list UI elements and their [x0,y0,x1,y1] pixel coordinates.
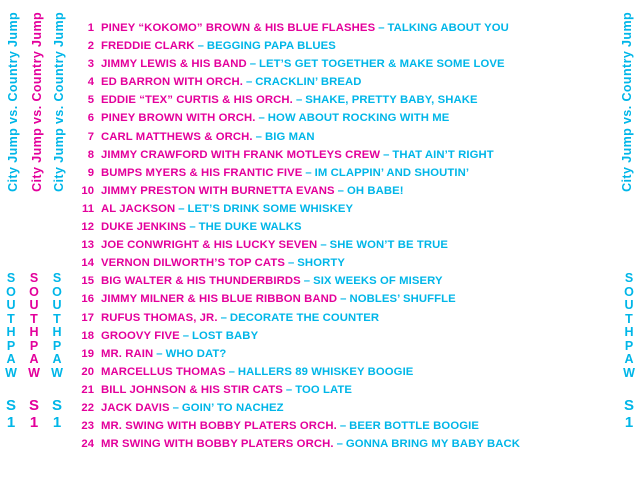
spine-title-left-1: City Jump vs. Country Jump [6,12,20,192]
track-artist: MARCELLUS THOMAS [101,365,226,378]
track-title: IM CLAPPIN’ AND SHOUTIN’ [314,166,470,179]
track-artist: JIMMY MILNER & HIS BLUE RIBBON BAND [101,293,338,306]
track-row [72,58,592,76]
side-word-right: S O U T H P A W [623,271,635,380]
track-title: CRACKLIN’ BREAD [255,76,362,89]
track-number: 24 [81,438,94,451]
side-word-left-3: S O U T H P A W [51,271,63,380]
track-separator: – [303,275,311,288]
track-separator: – [189,221,196,234]
track-separator: – [336,438,343,451]
track-number: 21 [81,383,94,396]
track-number: 23 [81,420,94,433]
track-number: 13 [81,239,94,252]
track-number: 20 [81,365,94,378]
track-row [72,384,592,402]
track-row [72,167,592,185]
track-number: 7 [87,130,94,143]
track-separator: – [383,148,390,161]
track-row [72,76,592,94]
track-list [72,22,592,456]
track-title: DECORATE THE COUNTER [229,311,380,324]
track-number: 3 [87,58,94,71]
track-title: SHAKE, PRETTY BABY, SHAKE [305,94,478,107]
track-number: 11 [82,202,94,215]
track-artist: FREDDIE CLARK [101,40,195,53]
track-row [72,131,592,149]
track-artist: BIG WALTER & HIS THUNDERBIRDS [101,275,301,288]
track-separator: – [156,347,163,360]
track-title: WHO DAT? [165,347,227,360]
track-number: 4 [87,76,94,89]
track-row [72,293,592,311]
track-number: 15 [81,275,94,288]
track-row [72,366,592,384]
track-artist: AL JACKSON [101,202,176,215]
track-artist: JIMMY CRAWFORD WITH FRANK MOTLEYS CREW [101,148,381,161]
track-title: HOW ABOUT ROCKING WITH ME [267,112,450,125]
track-number: 9 [87,166,94,179]
track-separator: – [378,22,385,34]
track-number: 8 [87,148,94,161]
track-artist: DUKE JENKINS [101,221,187,234]
side-word-left-2: S O U T H P A W [28,271,40,380]
track-row [72,203,592,221]
track-separator: – [305,166,312,179]
track-title: SIX WEEKS OF MISERY [313,275,443,288]
track-title: THAT AIN’T RIGHT [392,148,494,161]
track-number: 10 [81,184,94,197]
track-row [72,22,592,40]
track-title: OH BABE! [346,184,404,197]
track-row [72,420,592,438]
track-artist: CARL MATTHEWS & ORCH. [101,130,253,143]
track-row [72,275,592,293]
track-number: 19 [81,347,94,360]
track-row [72,312,592,330]
track-separator: – [320,239,327,252]
track-row [72,330,592,348]
track-title: BEER BOTTLE BOOGIE [349,420,479,433]
track-separator: – [220,311,227,324]
track-title: BIG MAN [264,130,315,143]
track-separator: – [228,365,235,378]
track-number: 6 [87,112,94,125]
track-artist: JIMMY PRESTON WITH BURNETTA EVANS [101,184,335,197]
track-artist: JIMMY LEWIS & HIS BAND [101,58,247,71]
track-artist: JACK DAVIS [101,401,170,414]
track-separator: – [288,257,295,270]
spine-title-right: City Jump vs. Country Jump [620,12,634,192]
track-title: LOST BABY [192,329,259,342]
track-number: 1 [87,22,94,34]
track-artist: VERNON DILWORTH’S TOP CATS [101,257,285,270]
track-artist: ED BARRON WITH ORCH. [101,76,243,89]
track-separator: – [182,329,190,342]
side-label-left-2: S 1 [28,397,39,431]
track-title: GONNA BRING MY BABY BACK [345,438,521,451]
track-artist: JOE CONWRIGHT & HIS LUCKY SEVEN [101,239,318,252]
track-title: NOBLES’ SHUFFLE [349,293,456,306]
track-separator: – [249,58,257,71]
track-number: 12 [81,221,94,234]
track-row [72,112,592,130]
track-artist: EDDIE “TEX” CURTIS & HIS ORCH. [101,94,293,107]
track-title: SHE WON’T BE TRUE [329,239,449,252]
track-row [72,94,592,112]
track-separator: – [285,383,293,396]
track-number: 22 [81,401,94,414]
track-number: 5 [87,94,94,107]
track-title: LET’S GET TOGETHER & MAKE SOME LOVE [259,58,505,71]
track-title: SHORTY [297,257,345,270]
track-artist: MR SWING WITH BOBBY PLATERS ORCH. [101,438,334,451]
track-number: 14 [81,257,94,270]
track-artist: PINEY “KOKOMO” BROWN & HIS BLUE FLASHES [101,22,376,34]
track-artist: BILL JOHNSON & HIS STIR CATS [101,383,283,396]
track-number: 18 [81,329,94,342]
track-number: 17 [81,311,94,324]
track-row [72,40,592,58]
track-separator: – [255,130,262,143]
track-separator: – [337,184,344,197]
track-title: BEGGING PAPA BLUES [206,40,336,53]
track-row [72,221,592,239]
side-word-left-1: S O U T H P A W [5,271,17,380]
track-artist: GROOVY FIVE [101,329,180,342]
side-label-left-3: S 1 [51,397,62,431]
track-separator: – [197,40,204,53]
track-row [72,438,592,456]
track-artist: MR. RAIN [101,347,154,360]
track-title: LET’S DRINK SOME WHISKEY [187,202,354,215]
track-artist: BUMPS MYERS & HIS FRANTIC FIVE [101,166,303,179]
track-separator: – [340,293,347,306]
track-artist: RUFUS THOMAS, JR. [101,311,218,324]
track-separator: – [245,76,253,89]
spine-title-left-2: City Jump vs. Country Jump [30,12,44,192]
track-title: THE DUKE WALKS [198,221,302,234]
track-row [72,257,592,275]
spine-title-left-3: City Jump vs. Country Jump [52,12,66,192]
track-title: TOO LATE [295,383,353,396]
track-row [72,149,592,167]
track-separator: – [258,112,265,125]
track-number: 2 [87,40,94,53]
side-label-left-1: S 1 [5,397,16,431]
track-title: GOIN’ TO NACHEZ [181,401,284,414]
track-row [72,348,592,366]
track-number: 16 [81,293,94,306]
side-label-right: S 1 [623,397,634,431]
track-separator: – [295,94,303,107]
track-row [72,402,592,420]
track-title: HALLERS 89 WHISKEY BOOGIE [237,365,414,378]
track-title: TALKING ABOUT YOU [387,22,509,34]
track-separator: – [178,202,185,215]
track-artist: PINEY BROWN WITH ORCH. [101,112,256,125]
track-separator: – [339,420,347,433]
track-row [72,239,592,257]
track-artist: MR. SWING WITH BOBBY PLATERS ORCH. [101,420,337,433]
track-row [72,185,592,203]
track-separator: – [172,401,179,414]
